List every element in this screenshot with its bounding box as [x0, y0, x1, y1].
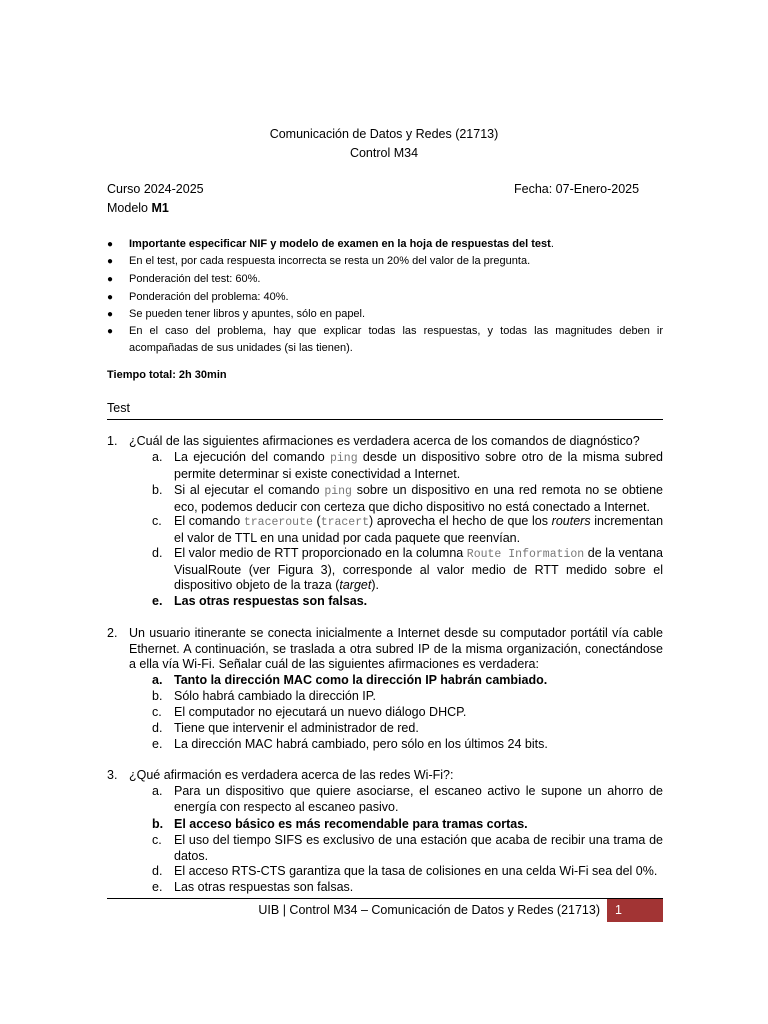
option-1d	[152, 546, 663, 594]
page-number: 1	[615, 903, 622, 917]
option-text: ) aprovecha el hecho de que los	[369, 514, 552, 528]
column-route-information: Route Information	[466, 548, 585, 561]
option-text: El valor medio de RTT proporcionado en la columna	[174, 546, 467, 560]
option-text: La ejecución del comando	[174, 450, 330, 464]
instruction-item	[107, 289, 663, 306]
question-text: ¿Cuál de las siguientes afirmaciones es verdadera acerca de los comandos de diagnóstico?	[129, 434, 640, 448]
option-text: sobre un dispositivo en una red remota no se obtiene eco, podemos deducir con certeza que dicho dispositivo no está conectado a Internet.	[174, 483, 663, 514]
instruction-text: En el caso del problema, hay que explicar todas las respuestas, y todas las magnitudes deben ir acompañadas de sus unidades (si las tienen).	[129, 325, 663, 354]
option-1e	[152, 594, 663, 610]
bullet-icon: ●	[107, 239, 114, 250]
command-ping: ping	[324, 485, 352, 498]
instruction-item	[107, 323, 663, 357]
model-value: M1	[151, 201, 169, 215]
option-text: Las otras respuestas son falsas.	[174, 880, 354, 894]
question-text: Un usuario itinerante se conecta inicialmente a Internet desde su computador portátil vía cable Ethernet. A continuación, se traslada a otra subred IP de la misma organización, conectándose a ella vía Wi-Fi. Señalar cuál de las siguientes afirmaciones es verdadera:	[129, 626, 663, 671]
option-2c	[152, 705, 663, 721]
option-3b	[152, 817, 663, 833]
bullet-icon: ●	[107, 292, 114, 303]
command-ping: ping	[329, 452, 358, 465]
option-3a	[152, 784, 663, 815]
footer-divider	[107, 898, 663, 899]
option-text: (	[312, 514, 321, 528]
instruction-text: Se pueden tener libros y apuntes, sólo en papel.	[129, 308, 366, 320]
option-text: de la ventana VisualRoute (ver Figura 3), corresponde al valor medio de RTT medido sobre el dispositivo objeto de la traza (	[174, 546, 663, 592]
option-text: ).	[371, 578, 379, 592]
bullet-icon: ●	[107, 326, 114, 337]
option-text: Si al ejecutar el comando	[174, 483, 325, 497]
option-1b	[152, 483, 663, 515]
option-label: b.	[152, 689, 163, 703]
bullet-icon: ●	[107, 256, 114, 267]
instruction-text: En el test, por cada respuesta incorrecta se resta un 20% del valor de la pregunta.	[129, 255, 531, 267]
option-1c	[152, 514, 663, 546]
option-text: Para un dispositivo que quiere asociarse, el escaneo activo le supone un ahorro de energía con respecto al escaneo pasivo.	[174, 784, 663, 814]
option-3d	[152, 864, 663, 880]
course-label: Curso 2024-2025	[107, 182, 204, 196]
model-prefix: Modelo	[107, 201, 152, 215]
option-text: desde un dispositivo sobre otro de la misma subred permite determinar si existe conectividad a Internet.	[174, 450, 663, 481]
option-label: c.	[152, 705, 162, 719]
question-text: ¿Qué afirmación es verdadera acerca de las redes Wi-Fi?:	[129, 768, 454, 782]
option-2b	[152, 689, 663, 705]
bullet-icon: ●	[107, 309, 114, 320]
question-number: 1.	[107, 434, 118, 448]
option-label: e.	[152, 594, 163, 608]
section-title: Test	[107, 401, 130, 415]
question-3	[107, 768, 663, 784]
option-label: e.	[152, 880, 163, 894]
option-2d	[152, 721, 663, 737]
question-1	[107, 434, 663, 450]
instruction-item	[107, 271, 663, 288]
total-time: Tiempo total: 2h 30min	[107, 369, 227, 381]
option-label: d.	[152, 721, 163, 735]
option-text: La dirección MAC habrá cambiado, pero sólo en los últimos 24 bits.	[174, 737, 548, 751]
document-subtitle: Control M34	[349, 146, 419, 160]
instruction-text: Ponderación del test: 60%.	[129, 273, 261, 285]
option-label: a.	[152, 673, 163, 687]
model-label	[107, 201, 169, 215]
document-title: Comunicación de Datos y Redes (21713)	[269, 127, 499, 141]
option-text: Sólo habrá cambiado la dirección IP.	[174, 689, 376, 703]
option-text: Las otras respuestas son falsas.	[174, 594, 368, 608]
bullet-icon: ●	[107, 274, 114, 285]
option-label: e.	[152, 737, 163, 751]
command-traceroute: traceroute	[243, 516, 313, 529]
option-text: El uso del tiempo SIFS es exclusivo de una estación que acaba de recibir una trama de datos.	[174, 833, 663, 863]
option-text: El acceso RTS-CTS garantiza que la tasa de colisiones en una celda Wi-Fi sea del 0%.	[174, 864, 658, 878]
question-number: 2.	[107, 626, 118, 640]
instruction-item	[107, 306, 663, 323]
instruction-period: .	[550, 238, 554, 250]
page-number-box	[607, 899, 663, 922]
instruction-item	[107, 253, 663, 270]
instruction-text: Importante especificar NIF y modelo de examen en la hoja de respuestas del test	[129, 238, 551, 250]
term-target: target	[339, 578, 372, 592]
option-label: a.	[152, 450, 163, 464]
option-label: c.	[152, 833, 162, 847]
option-label: a.	[152, 784, 163, 798]
option-label: d.	[152, 546, 163, 560]
option-3c	[152, 833, 663, 864]
option-label: d.	[152, 864, 163, 878]
option-label: b.	[152, 483, 163, 497]
option-1a	[152, 450, 663, 482]
option-label: b.	[152, 817, 164, 831]
instruction-item	[107, 236, 663, 253]
option-3e	[152, 880, 663, 896]
section-divider	[107, 419, 663, 420]
option-text: Tanto la dirección MAC como la dirección IP habrán cambiado.	[174, 673, 548, 687]
option-text: El acceso básico es más recomendable para tramas cortas.	[174, 817, 528, 831]
command-tracert: tracert	[320, 516, 370, 529]
question-number: 3.	[107, 768, 118, 782]
footer-text: UIB | Control M34 – Comunicación de Datos y Redes (21713)	[258, 903, 600, 917]
option-2e	[152, 737, 663, 753]
option-label: c.	[152, 514, 162, 528]
option-text: El comando	[174, 514, 244, 528]
question-2	[107, 626, 663, 673]
option-text: Tiene que intervenir el administrador de red.	[174, 721, 419, 735]
instruction-text: Ponderación del problema: 40%.	[129, 291, 289, 303]
option-text: El computador no ejecutará un nuevo diálogo DHCP.	[174, 705, 467, 719]
option-2a	[152, 673, 663, 689]
date-label: Fecha: 07-Enero-2025	[514, 182, 640, 196]
option-text: incrementan el valor de TTL en una unidad por cada paquete que reenvían.	[174, 514, 664, 545]
term-routers: routers	[551, 514, 591, 528]
